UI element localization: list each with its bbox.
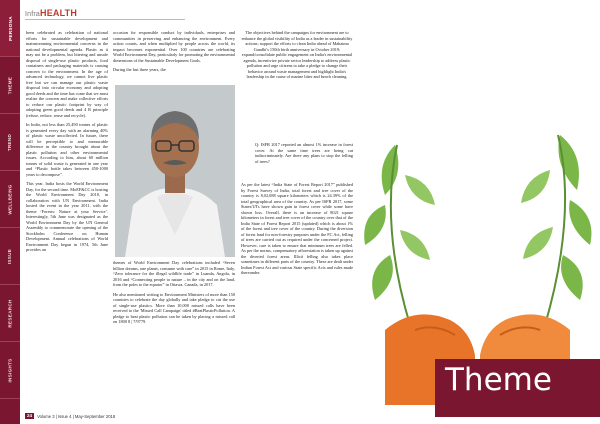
paragraph: He also mentioned writing to Environment Ministers of more than 150 countries to celebrate the day globally and take pledge to cut the use of single-use plastics. More than 10,000 missed calls have been received to the 'Missed Call Campaign' titled #BeatPlasticPollution. A pledge to beat plastic pollution can be taken by placing a missed call on 1800 8 | 7/9779. (113, 291, 235, 324)
paragraph: This year, India hosts the World Environment Day, for the second time. MoEF&CC is hosting the World Environment Day 2018, in collaboration with UN Environment. India hosted the event in the year 2011, with the theme ‘Forests: Nature at your Service’. Interestingly, 5th June was designated as the World Environment Day by the UN General Assembly to commemorate the opening of the Stockholm Conference on Human Development. Annual celebrations of World Environment Day began in 1974, 5th June provides an (26, 181, 108, 252)
logo-prefix: Infra (25, 11, 41, 18)
tab-trend[interactable] (0, 114, 20, 171)
tab-research[interactable] (0, 285, 20, 342)
tab-label: WELLBEING (7, 183, 13, 215)
issue-info: Volume 3 | Issue 4 | May-September 2018 (37, 413, 116, 419)
tab-label: ISSUE (7, 248, 13, 264)
paragraph: themes of World Environment Day celebrations included “Seven billion dreams, one planet, consume with care” in 2015 in Rome, Italy, “Zero tolerance for the illegal wildlife trade” in Luanda, Angola, in 2016 and “Connecting people to nature – in the city and on the land, from the poles to the equator” in Ottawa, Canada, in 2017. (113, 260, 235, 287)
article-column-2-bottom (113, 260, 235, 329)
tab-theme[interactable] (0, 57, 20, 114)
article-column-1 (26, 30, 108, 257)
header-rule (25, 19, 185, 20)
paragraph: In India, not less than 25,490 tonnes of plastic is generated every day with an alarming 40% of plastic waste uncollected. In future, there will be perceptible to and measurable difference in the country brought about the plastic pollution and other environmental issues. According to him, about 60 million tonnes of solid waste is generated in one year and “Plastic bottle takes between 450-1000 years to decompose”. (26, 122, 108, 177)
tab-label: RESEARCH (7, 298, 13, 328)
tab-wellbeing[interactable] (0, 171, 20, 228)
tab-issue[interactable] (0, 228, 20, 285)
section-tab-strip (0, 0, 20, 424)
theme-label: Theme (445, 362, 552, 398)
paragraph: occasion for responsible conduct by individuals, enterprises and communities in preserving and enhancing the environment. Every action counts, and when multiplied by people across the world, its impact becomes exponential. Over 100 countries are celebrating World Environment Day, particularly for promoting the environmental dimensions of the Sustainable Development Goals. (113, 30, 235, 63)
tab-persona[interactable] (0, 0, 20, 57)
logo-name: HEALTH (40, 8, 78, 18)
paragraph: been celebrated as celebration of national efforts for sustainable development and mainstreaming environmental concerns in the national developmental agenda. Plastic as it may not be a problem, but littering and unsafe disposal of single-use plastic products, food containers and packaging materials is causing concern to the environment. In the age of advanced technology, we cannot live plastic free but we can manage our plastic waste disposal into circular economy and adopting good deeds and the time has come that we must realize the concern and make collective efforts to reduce our plastic footprint by way of adopting green good deeds and 4 R principle (refuse, reduce, reuse and recycle). (26, 30, 108, 118)
paragraph: During the last three years, the (113, 67, 166, 72)
tab-label: INSIGHTS (7, 357, 13, 383)
paragraph: The objectives behind the campaigns for environment are to enhance the global visibility of India as a leader in sustainability actions; support the efforts to clean India ahead of Mahatma Gandhi's 150th birth anniversary in October 2019; expand/consolidate public engagement on India's environmental agenda, incentivize private sector leadership to address plastic pollution and urge citizens to take a pledge to change their behavior around waste management and highlight India's leadership in the cause of marine litter and beach cleaning. (241, 30, 353, 79)
page-footer (25, 412, 115, 420)
interview-question (255, 142, 353, 168)
tab-label: THEME (7, 76, 13, 94)
question-text: Q: ISFR 2017 reported an almost 1% increase in forest cover. At the same time trees are being cut indiscriminately. Are there any plans to stop the felling of trees? (255, 142, 353, 164)
tab-insights[interactable] (0, 342, 20, 399)
minister-photo (115, 85, 235, 257)
tab-label: TREND (7, 133, 13, 151)
tab-label: PERSONA (7, 15, 13, 41)
article-column-2-top (113, 30, 235, 77)
portrait-illustration (115, 85, 235, 257)
theme-banner (435, 359, 600, 417)
paragraph: As per the latest “India State of Forest Report 2017” published by Forest Survey of India, total forest and tree cover of the country is 8,02,088 square kilometers which is 24.39% of the total geographical area of the country. As per ISFR 2017, some States/UTs have shown gain in forest cover while some have shown loss. Overall, there is an increase of 8021 square kilometers in forest and tree cover of the country over that of the India State of Forest Report 2015 (updated) which is about 1% of the forest and tree cover of the country. During the diversion of forest land for non-forestry purposes under the FC Act, felling of trees are carried out as required under the concerned project. However, care is taken to ensure that minimum trees are felled. As per the norms, compensatory afforestation is taken up against the diverted forest areas. Illicit felling also takes place sometimes in different parts of the country. These are dealt under Indian Forest Act and various State specific Acts and rules made thereunder. (241, 182, 353, 275)
article-column-3-top (241, 30, 353, 84)
article-column-3-bottom (241, 182, 353, 280)
page-number: 24 (27, 413, 33, 418)
magazine-logo (25, 8, 77, 18)
